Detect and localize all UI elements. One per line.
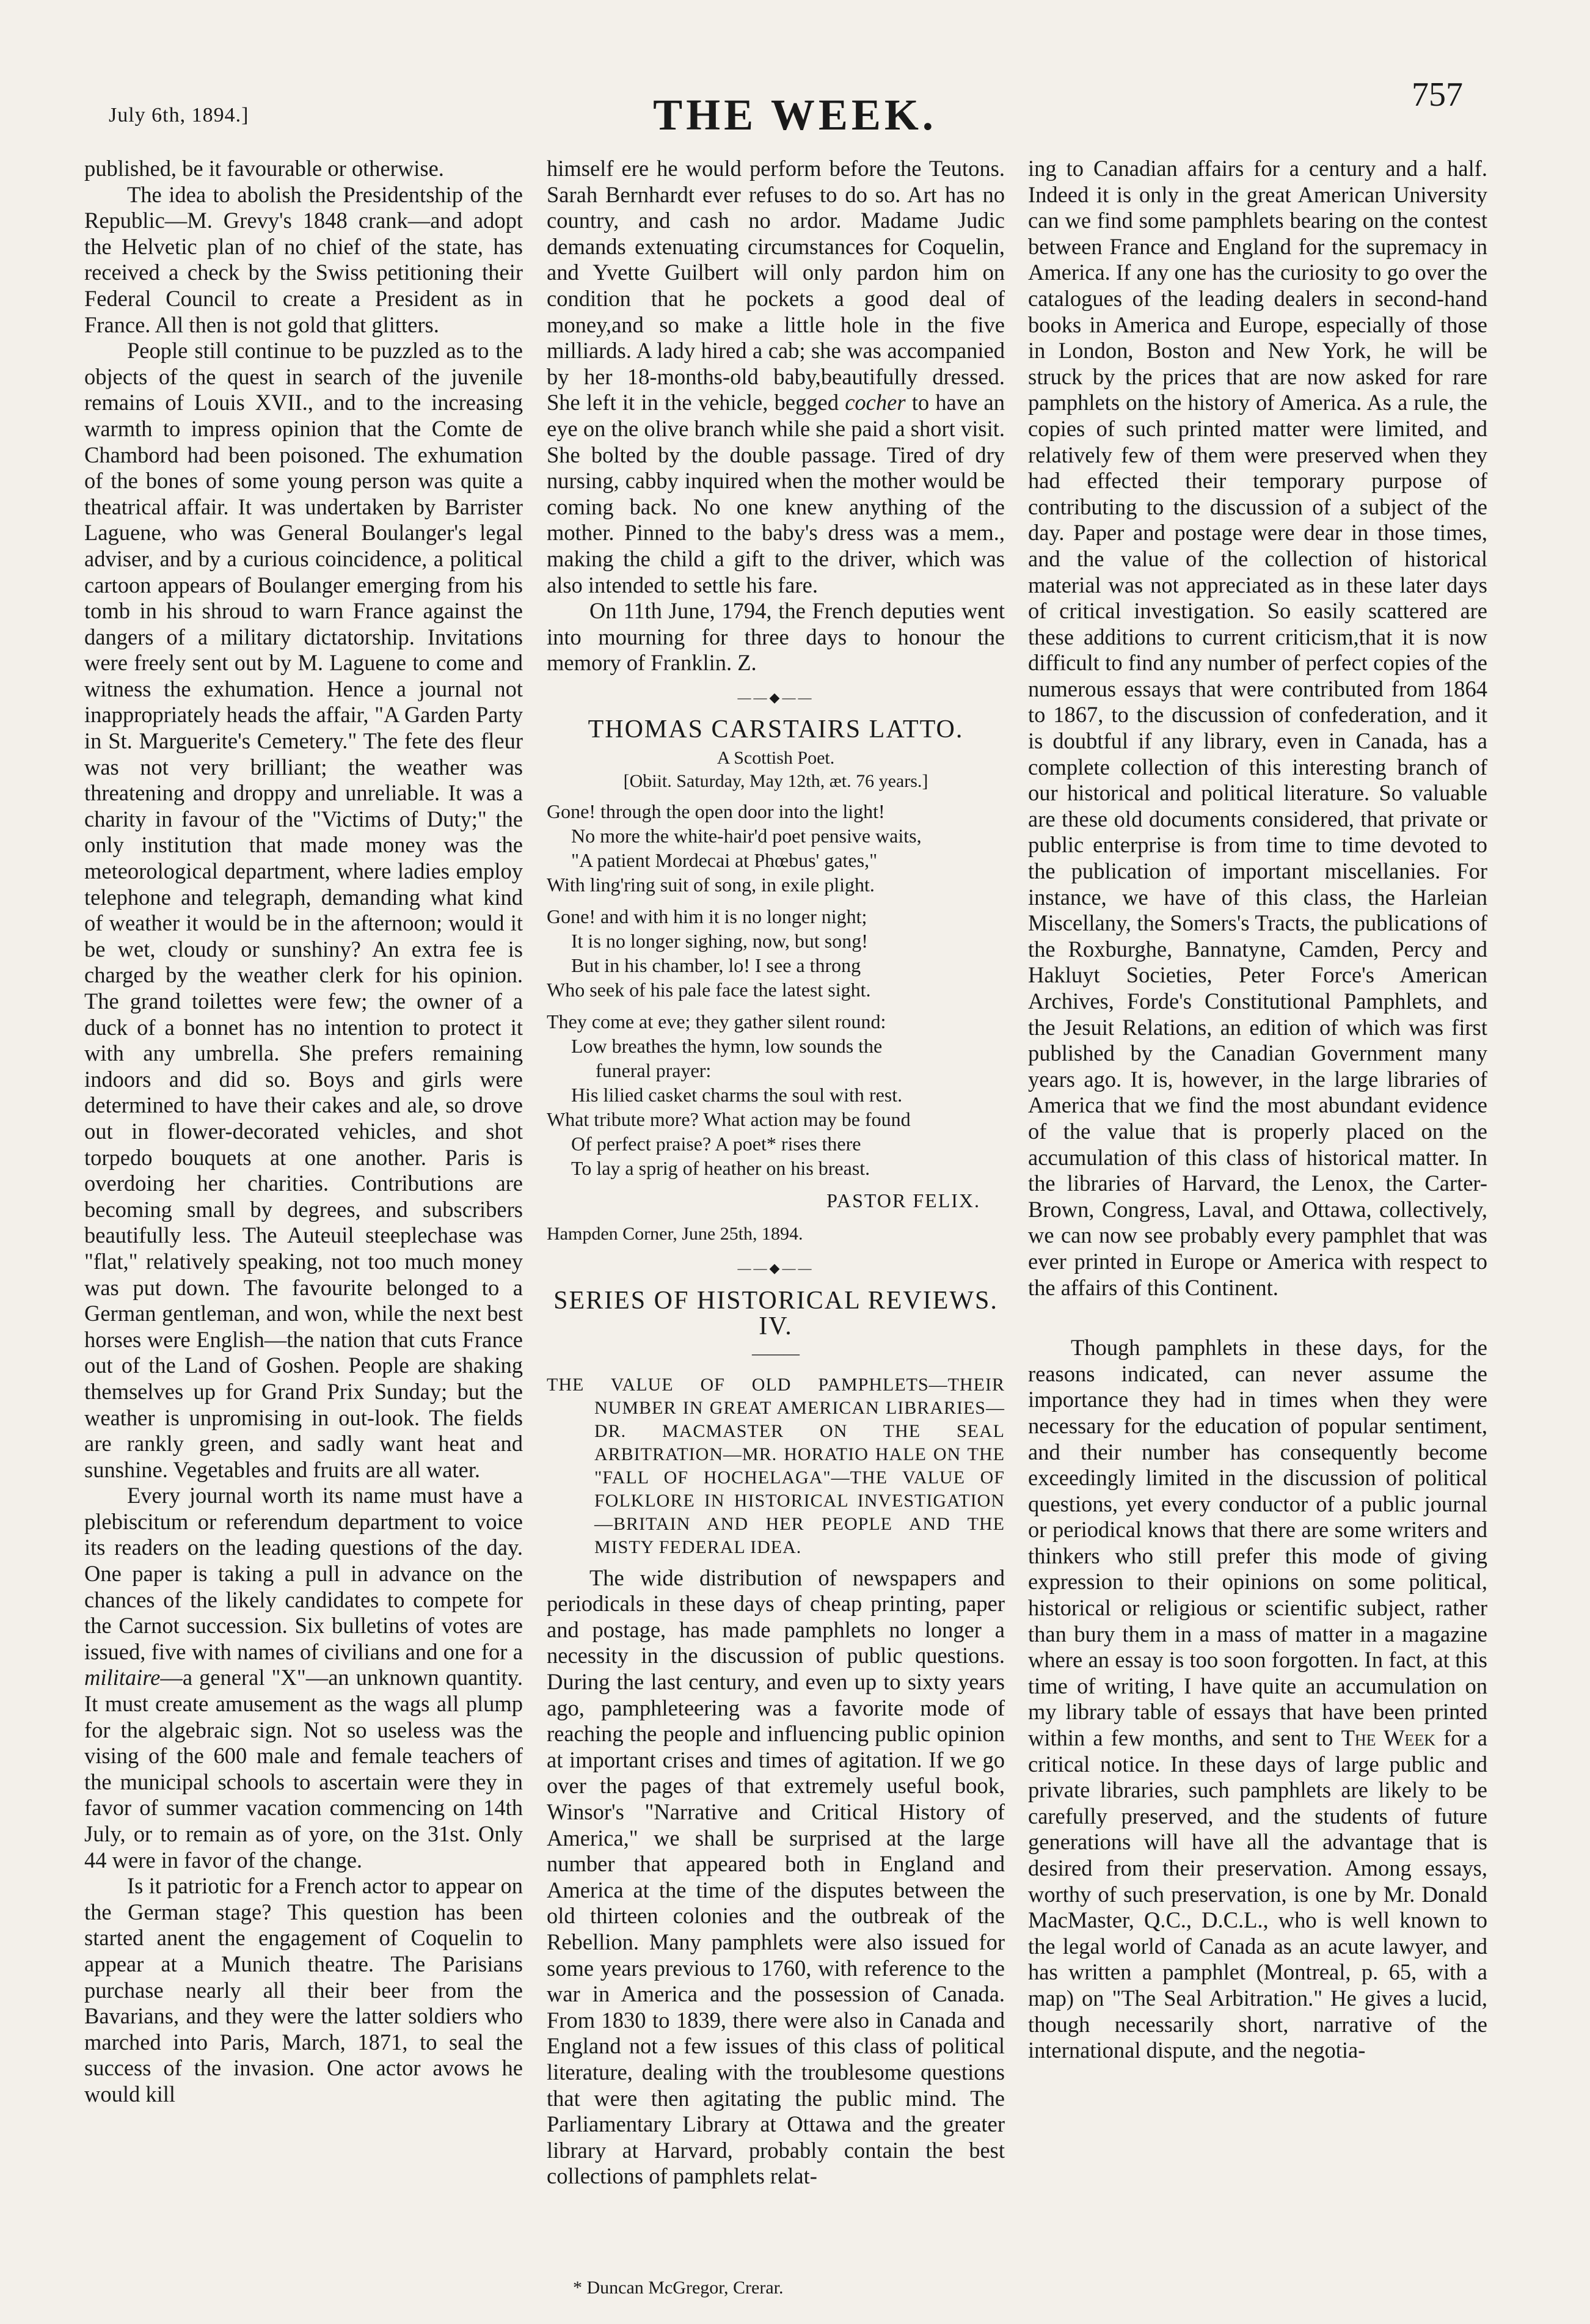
section-ornament: ——◆—— (737, 689, 814, 705)
issue-date: July 6th, 1894.] (109, 104, 249, 126)
paragraph: On 11th June, 1794, the French deputies went into mourning for three days to honour the memory of Franklin. Z. (547, 598, 1005, 676)
footnote: * Duncan McGregor, Crerar. (573, 2278, 784, 2298)
paragraph: Though pamphlets in these days, for the reasons indicated, can never assume the importance they had in times when they were necessary for the education of popular sentiment, and their number has consequently become exceedingly limited in the discussion of political questions, yet every conductor of a public journal or periodical knows that there are some writers and thinkers who still prefer this mode of giving expression to their opinions on some political, historical or religious or scientific subject, rather than bury them in a mass of matter in a magazine where an essay is too soon forgotten. In fact, at this time of writing, I have quite an accumulation on my library table of essays that have been printed within a few months, and sent to The Week for a critical notice. In these days of large public and private libraries, such pamphlets are likely to be carefully preserved, and the students of future generations will have all the advantage that is desired from their preservation. Among essays, worthy of such preservation, is one by Mr. Donald MacMaster, Q.C., D.C.L., who is well known to the legal world of Canada as an acute lawyer, and has written a pamphlet (Montreal, p. 65, with a map) on "The Seal Arbitration." He gives a lucid, though necessarily short, narrative of the international dispute, and the negotia- (1028, 1335, 1487, 2063)
poem-line: funeral prayer: (596, 1059, 712, 1082)
poem-stanza-3 (547, 1009, 1005, 1180)
poem-line: But in his chamber, lo! I see a throng (571, 954, 861, 977)
poem-line: They come at eve; they gather silent round: (547, 1010, 886, 1033)
poem (547, 799, 1005, 1180)
paragraph: The wide distribution of newspapers and periodicals in these days of cheap printing, paper and postage, has made pamphlets no longer a necessity in the discussion of public questions. During the last century, and even up to sixty years ago, pamphleteering was a favorite mode of reaching the people and influencing public opinion at important crises and times of agitation. If we go over the pages of that extremely useful book, Winsor's "Narrative and Critical History of America," we shall be surprised at the large number that appeared both in England and America at the time of the disputes between the old thirteen colonies and the outbreak of the Rebellion. Many pamphlets were also issued for some years previous to 1760, with reference to the war in America and the possession of Canada. From 1830 to 1839, there were also in Canada and England not a few issues of this class of political literature, dealing with the troublesome questions that were then agitating the public mind. The Parliamentary Library at Ottawa and the greater library at Harvard, probably contain the best collections of pamphlets relat- (547, 1565, 1005, 2189)
column-3 (1028, 156, 1487, 2064)
article-subtitle: A Scottish Poet. (717, 748, 835, 769)
poem-line: With ling'ring suit of song, in exile plight. (547, 874, 875, 896)
article-title-latto: THOMAS CARSTAIRS LATTO. (588, 715, 964, 744)
paragraph: The idea to abolish the Presidentship of the Republic—M. Grevy's 1848 crank—and adopt the Helvetic plan of no chief of the state, has received a check by the Swiss petitioning their Federal Council to create a President as in France. All then is not gold that glitters. (84, 181, 523, 337)
article-title-series: SERIES OF HISTORICAL REVIEWS. IV. (553, 1286, 998, 1341)
column-2 (547, 156, 1005, 2190)
paragraph: ing to Canadian affairs for a century and a half. Indeed it is only in the great American University can we find some pamphlets bearing on the contest between France and England for the supremacy in America. If any one has the curiosity to go over the catalogues of the leading dealers in second-hand books in America and Europe, especially of those in London, Boston and New York, he will be struck by the prices that are now asked for rare pamphlets on the history of America. As a rule, the copies of such printed matter were limited, and relatively few of them were preserved when they had effected their temporary purpose of contributing to the discussion of a subject of the day. Paper and postage were dear in those times, and the value of the collection of historical material was not appreciated as in these later days of critical investigation. So easily scattered are these additions to current criticism,that it is now difficult to find any number of perfect copies of the numerous essays that were contributed from 1864 to 1867, to the discussion of confederation, and it is doubtful if any library, even in Canada, has a complete collection of this interesting branch of our historical and political literature. So valuable are these old documents considered, that private or public enterprise is from time to time devoted to the publication of important miscellanies. For instance, we have of this class, the Harleian Miscellany, the Somers's Tracts, the publications of the Roxburghe, Bannatyne, Camden, Percy and Hakluyt Societies, Peter Force's American Archives, Forde's Constitutional Pamphlets, and the Jesuit Relations, an edition of which was first published by the Canadian Government many years ago. It is, however, in the large libraries of America that we find the most abundant evidence of the value that is properly placed on the accumulation of this class of historical matter. In the libraries of Harvard, the Lenox, the Carter-Brown, Congress, Laval, and Ottawa, collectively, we can now see probably every pamphlet that was ever printed in Europe or America with respect to the affairs of this Continent. (1028, 156, 1487, 1300)
article-summary: THE VALUE OF OLD PAMPHLETS—THEIR NUMBER IN GREAT AMERICAN LIBRARIES—DR. MACMASTER ON THE SEAL ARBITRATION—MR. HORATIO HALE ON THE "FALL OF HOCHELAGA"—THE VALUE OF FOLKLORE IN HISTORICAL INVESTIGATION—BRITAIN AND HER PEOPLE AND THE MISTY FEDERAL IDEA. (547, 1374, 1005, 1557)
poem-stanza-2 (547, 904, 1005, 1002)
poem-line: Low breathes the hymn, low sounds the (571, 1035, 883, 1058)
title-dash: ——— (752, 1345, 800, 1363)
poem-line: Of perfect praise? A poet* rises there (571, 1133, 861, 1155)
poem-dateline: Hampden Corner, June 25th, 1894. (547, 1223, 803, 1244)
publication-title: THE WEEK. (653, 90, 937, 139)
italic-term: cocher (845, 390, 906, 415)
section-ornament: ——◆—— (737, 1260, 814, 1276)
paragraph: Is it patriotic for a French actor to appear on the German stage? This question has been started anent the engagement of Coquelin to appear at a Munich theatre. The Parisians purchase nearly all their beer from the Bavarians, and they were the latter soldiers who marched into Paris, March, 1871, to seal the success of the invasion. One actor avows he would kill (84, 1873, 523, 2107)
poem-signature: PASTOR FELIX. (826, 1189, 980, 1212)
poem-line: To lay a sprig of heather on his breast. (571, 1157, 870, 1180)
page-number: 757 (1412, 76, 1463, 114)
poem-line: What tribute more? What action may be found (547, 1108, 911, 1131)
poem-line: Gone! through the open door into the light! (547, 800, 885, 823)
paragraph-gap (1028, 1301, 1487, 1335)
obituary-line: [Obiit. Saturday, May 12th, æt. 76 years.] (623, 771, 928, 792)
poem-line: It is no longer sighing, now, but song! (571, 930, 868, 952)
paragraph: Every journal worth its name must have a plebiscitum or referendum department to voice its readers on the leading questions of the day. One paper is taking a pull in advance on the chances of the likely candidates to compete for the Carnot succession. Six bulletins of votes are issued, five with names of civilians and one for a militaire—a general "X"—an unknown quantity. It must create amusement as the wags all plump for the algebraic sign. Not so useless was the vising of the 600 male and female teachers of the municipal schools to ascertain were they in favor of summer vacation commencing on 14th July, or to remain as of yore, on the 31st. Only 44 were in favor of the change. (84, 1483, 523, 1873)
poem-line: His lilied casket charms the soul with rest. (571, 1084, 903, 1106)
poem-stanza-1 (547, 799, 1005, 897)
paragraph: himself ere he would perform before the Teutons. Sarah Bernhardt ever refuses to do so. Art has no country, and cash no ardor. Madame Judic demands extenuating circumstances for Coquelin, and Yvette Guilbert will only pardon him on condition that he pockets a good deal of money,and so make a little hole in the five milliards. A lady hired a cab; she was accompanied by her 18-months-old baby,beautifully dressed. She left it in the vehicle, begged cocher to have an eye on the olive branch while she paid a short visit. She bolted by the double passage. Tired of dry nursing, cabby inquired when the mother would be coming back. No one knew anything of the mother. Pinned to the baby's dress was a mem., making the child a gift to the driver, which was also intended to settle his fare. (547, 156, 1005, 597)
paragraph: People still continue to be puzzled as to the objects of the quest in search of the juvenile remains of Louis XVII., and to the increasing warmth to impress opinion that the Comte de Chambord had been poisoned. The exhumation of the bones of some young person was quite a theatrical affair. It was undertaken by Barrister Laguene, who was General Boulanger's legal adviser, and by a curious coincidence, a political cartoon appears of Boulanger emerging from his tomb in his shroud to warn France against the dangers of a military dictatorship. Invitations were freely sent out by M. Laguene to come and witness the exhumation. Hence a journal not inappropriately heads the affair, "A Garden Party in St. Marguerite's Cemetery." The fete des fleur was not very brilliant; the weather was threatening and droppy and unreliable. It was a charity in favour of the "Victims of Duty;" the only institution that made money was the meteorological department, where ladies employ telephone and telegraph, demanding what kind of weather it would be in the afternoon; would it be wet, cloudy or sunshiny? An extra fee is charged by the weather clerk for his opinion. The grand toilettes were few; the owner of a duck of a bonnet has no intention to protect it with any umbrella. She prefers remaining indoors and did so. Boys and girls were determined to have their cakes and ale, so drove out in flower-decorated vehicles, and shot torpedo bouquets at one another. Paris is overdoing her charities. Contributions are becoming small by degrees, and subscribers beautifully less. The Auteuil steeplechase was "flat," relatively speaking, not too much money was put down. The favourite belonged to a German gentleman, and won, while the next best horses were English—the nation that cuts France out of the Land of Goshen. People are shaking themselves up for Grand Prix Sunday; but the weather is unpromising in out-look. The fields are rankly green, and sadly want heat and sunshine. Vegetables and fruits are all water. (84, 338, 523, 1482)
page-header (0, 70, 1590, 150)
poem-line: Who seek of his pale face the latest sight. (547, 979, 871, 1001)
paragraph: published, be it favourable or otherwise. (84, 156, 444, 181)
column-1 (84, 156, 523, 2108)
poem-line: No more the white-hair'd poet pensive waits, (571, 825, 922, 847)
poem-line: "A patient Mordecai at Phœbus' gates," (571, 849, 878, 872)
publication-name: The Week (1341, 1725, 1435, 1751)
poem-line: Gone! and with him it is no longer night; (547, 905, 867, 928)
italic-term: militaire (84, 1665, 161, 1690)
